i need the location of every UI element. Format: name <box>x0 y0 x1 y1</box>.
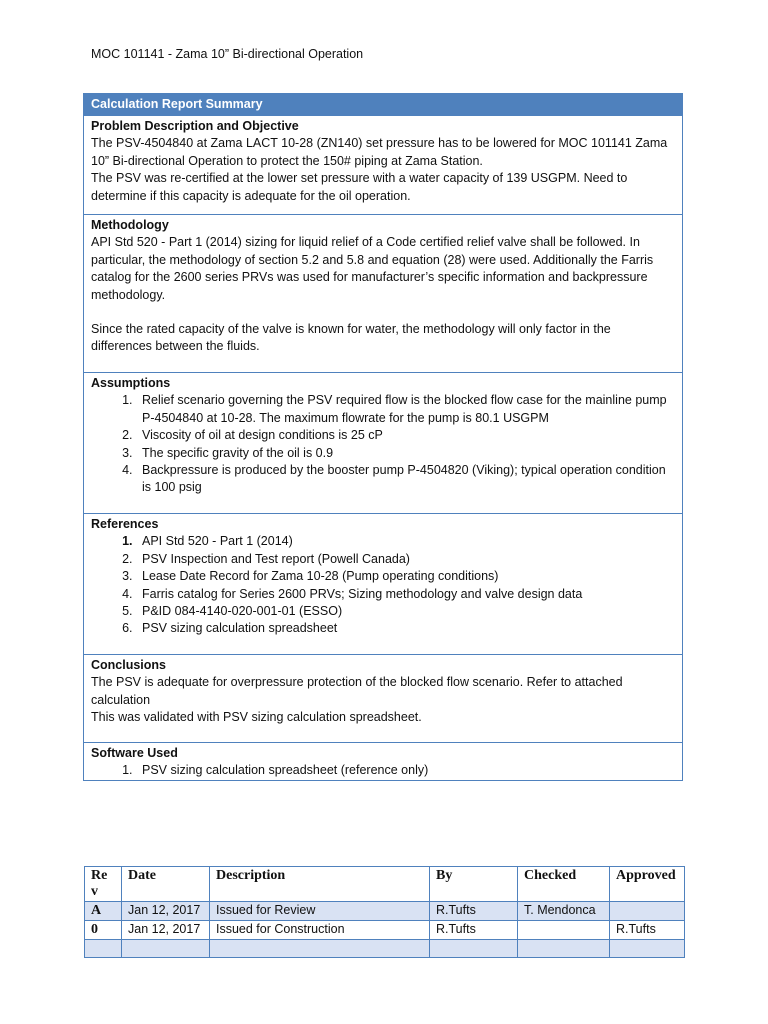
description-header: Description <box>210 867 430 902</box>
list-item: 4. Backpressure is produced by the booster pump P-4504820 (Viking); typical operation condition is 100 psig <box>136 462 675 497</box>
revision-header-row <box>85 867 685 902</box>
list-item: 2. PSV Inspection and Test report (Powell Canada) <box>136 551 675 568</box>
approved-cell: R.Tufts <box>610 921 685 940</box>
conclusions-section <box>84 654 682 742</box>
date-header: Date <box>122 867 210 902</box>
list-item: 3. The specific gravity of the oil is 0.9 <box>136 445 675 462</box>
date-cell: Jan 12, 2017 <box>122 902 210 921</box>
checked-cell: T. Mendonca <box>518 902 610 921</box>
empty-cell <box>210 940 430 958</box>
conclusions-heading: Conclusions <box>91 658 167 672</box>
document-header: MOC 101141 - Zama 10” Bi-directional Operation <box>91 47 364 61</box>
date-cell: Jan 12, 2017 <box>122 921 210 940</box>
revision-table <box>84 866 685 958</box>
empty-cell <box>122 940 210 958</box>
software-heading: Software Used <box>91 746 178 760</box>
problem-heading: Problem Description and Objective <box>91 119 299 133</box>
empty-cell <box>430 940 518 958</box>
checked-cell <box>518 921 610 940</box>
description-cell: Issued for Review <box>210 902 430 921</box>
empty-cell <box>85 940 122 958</box>
table-row <box>85 940 685 958</box>
assumptions-heading: Assumptions <box>91 376 171 390</box>
methodology-text-1: API Std 520 - Part 1 (2014) sizing for liquid relief of a Code certified relief valve shall be followed. In particular, the methodology of section 5.2 and 5.8 and equation (28) were used. Additionally the Farris catalog for the 2600 series PRVs was used for manufacturer’s specific information and backpressure methodology. <box>91 235 654 302</box>
list-item: 4. Farris catalog for Series 2600 PRVs; Sizing methodology and valve design data <box>136 586 675 603</box>
list-item: 1. PSV sizing calculation spreadsheet (reference only) <box>136 762 675 779</box>
table-row <box>85 902 685 921</box>
approved-cell <box>610 902 685 921</box>
references-list <box>91 533 675 637</box>
assumptions-list <box>91 392 675 496</box>
methodology-heading: Methodology <box>91 218 169 232</box>
methodology-section <box>84 214 682 372</box>
methodology-text-2: Since the rated capacity of the valve is known for water, the methodology will only factor in the differences between the fluids. <box>91 322 611 354</box>
empty-cell <box>518 940 610 958</box>
list-item: 1. Relief scenario governing the PSV required flow is the blocked flow case for the mainline pump P-4504840 at 10-28. The maximum flowrate for the pump is 80.1 USGPM <box>136 392 675 427</box>
software-section <box>84 742 682 780</box>
assumptions-section <box>84 372 682 513</box>
rev-cell: A <box>85 902 122 921</box>
list-item: 5. P&ID 084-4140-020-001-01 (ESSO) <box>136 603 675 620</box>
problem-section <box>84 115 682 214</box>
list-item: 6. PSV sizing calculation spreadsheet <box>136 620 675 637</box>
description-cell: Issued for Construction <box>210 921 430 940</box>
summary-title: Calculation Report Summary <box>84 94 682 115</box>
list-item: 1. API Std 520 - Part 1 (2014) <box>136 533 675 550</box>
problem-text-1: The PSV-4504840 at Zama LACT 10-28 (ZN140) set pressure has to be lowered for MOC 101141 Zama 10” Bi-directional Operation to protect the 150# piping at Zama Station. <box>91 136 668 168</box>
by-cell: R.Tufts <box>430 902 518 921</box>
by-header: By <box>430 867 518 902</box>
references-heading: References <box>91 517 159 531</box>
software-list <box>91 762 675 779</box>
conclusions-text-1: The PSV is adequate for overpressure protection of the blocked flow scenario. Refer to attached calculation <box>91 675 623 707</box>
calculation-report-summary <box>83 93 683 781</box>
list-item: 2. Viscosity of oil at design conditions is 25 cP <box>136 427 675 444</box>
by-cell: R.Tufts <box>430 921 518 940</box>
rev-header: Re v <box>85 867 122 902</box>
list-item: 3. Lease Date Record for Zama 10-28 (Pump operating conditions) <box>136 568 675 585</box>
conclusions-text-2: This was validated with PSV sizing calculation spreadsheet. <box>91 710 422 725</box>
references-section <box>84 513 682 654</box>
problem-text-2: The PSV was re-certified at the lower set pressure with a water capacity of 139 USGPM. Need to determine if this capacity is adequate for the oil operation. <box>91 171 628 203</box>
rev-cell: 0 <box>85 921 122 940</box>
checked-header: Checked <box>518 867 610 902</box>
empty-cell <box>610 940 685 958</box>
approved-header: Approved <box>610 867 685 902</box>
table-row <box>85 921 685 940</box>
